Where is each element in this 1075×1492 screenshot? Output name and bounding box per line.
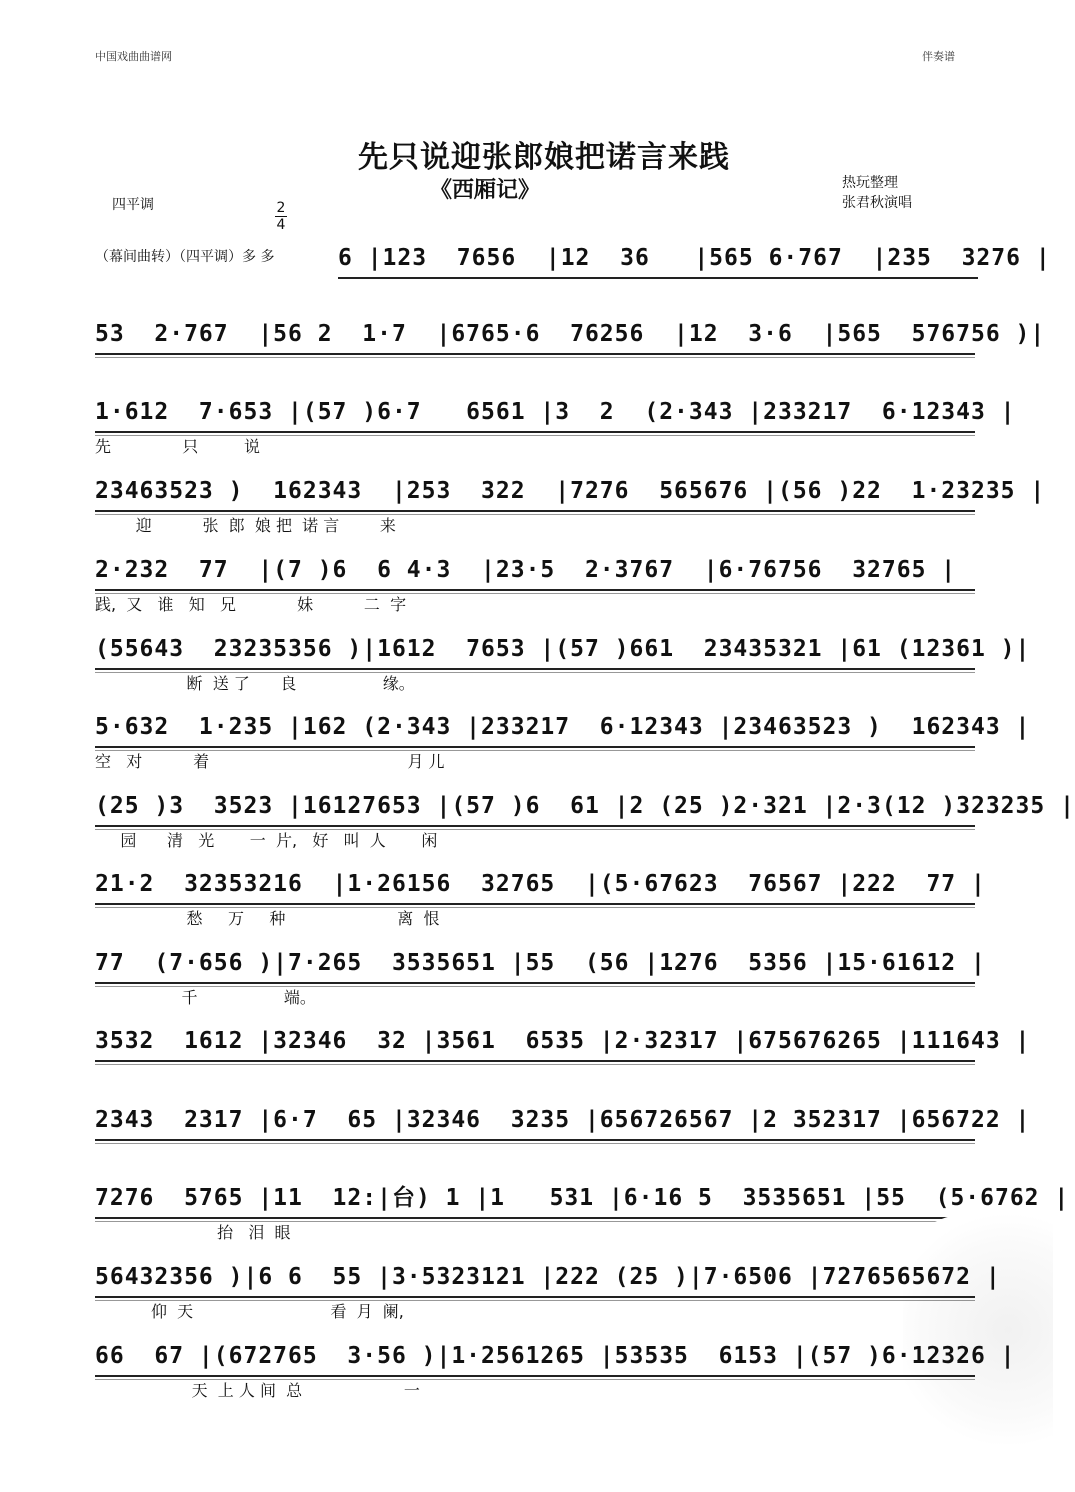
notation-line: 77 (7·656 )|7·265 3535651 |55 (56 |1276 5356 |15·61612 | [95,950,986,976]
notation-line: (25 )3 3523 |16127653 |(57 )6 61 |2 (25 )2·321 |2·3(12 )323235 | [95,793,1075,819]
lyric-line: 愁 万 种 离 恨 [95,909,440,928]
notation-line: 2·232 77 |(7 )6 6 4·3 |23·5 2·3767 |6·76756 32765 | [95,557,957,583]
beam-line [95,353,975,355]
key-label: 四平调 [112,197,154,213]
beam-line [95,1296,975,1298]
lyric-line: 抬 泪 眼 [95,1223,291,1242]
notation-line: 66 67 |(672765 3·56 )|1·2561265 |53535 6153 |(57 )6·12326 | [95,1343,1016,1369]
lyric-line [95,282,975,304]
beam-line [95,1060,975,1062]
beam-line [95,510,975,512]
arranger-credit: 热玩整理 [842,175,898,191]
beam-line [95,982,975,984]
performer-credit: 张君秋演唱 [842,195,912,211]
score-row-7 [0,707,1053,785]
beam-line [95,746,975,748]
page-title: 先只说迎张郎娘把诺言来践 [358,140,730,175]
beam-line [95,903,975,905]
lyric-line: 断 送 了 良 缘。 [95,674,415,693]
time-signature-top: 2 [276,200,286,216]
score-row-10 [0,943,1053,1021]
notation-line: 3532 1612 |32346 32 |3561 6535 |2·32317 |675676265 |111643 | [95,1028,1031,1054]
lyric-line: 践, 又 谁 知 兄 妹 二 字 [95,595,407,614]
notation-line: 23463523 ) 162343 |253 322 |7276 565676 |(56 )22 1·23235 | [95,478,1046,504]
beam-line [95,1139,975,1141]
lyric-line: 千 端。 [95,988,316,1007]
score-row-2 [0,314,1053,392]
beam-line [338,277,978,279]
beam-line [95,431,975,433]
lyric-line [95,1065,975,1087]
notation-line: 5·632 1·235 |162 (2·343 |233217 6·12343 |23463523 ) 162343 | [95,714,1031,740]
site-name: 中国戏曲曲谱网 [95,50,172,63]
notation-line: 7276 5765 |11 12:|台) 1 |1 531 |6·16 5 3535651 |55 (5·6762 | [95,1185,1070,1211]
intro-text: （幕间曲转）（四平调）多 多 [95,249,275,265]
score-row-6 [0,629,1053,707]
lyric-line: 园 清 光 一 片, 好 叫 人 闲 [95,831,438,850]
lyric-line [95,1144,975,1166]
lyric-line: 仰 天 看 月 阑, [95,1302,404,1321]
lyric-line: 迎 张 郎 娘 把 诺 言 来 [95,516,396,535]
sheet-type-label: 伴奏谱 [922,50,955,63]
score-row-1 [0,238,1053,316]
score-row-12 [0,1100,1053,1178]
score-row-14 [0,1257,1053,1335]
score-row-5 [0,550,1053,628]
beam-line [95,825,975,827]
lyric-line: 先 只 说 [95,437,260,456]
beam-line [95,1375,975,1377]
beam-line [95,668,975,670]
score-row-9 [0,864,1053,942]
score-row-3 [0,392,1053,470]
beam-line [95,1217,975,1219]
lyric-line: 天 上 人 间 总 一 [95,1381,420,1400]
beam-line [95,589,975,591]
notation-line: 21·2 32353216 |1·26156 32765 |(5·67623 76567 |222 77 | [95,871,986,897]
notation-line: 6 |123 7656 |12 36 |565 6·767 |235 3276 | [338,245,1051,271]
opera-subtitle: 《西厢记》 [430,178,541,203]
lyric-line: 空 对 着 月 儿 [95,752,445,771]
notation-line: 1·612 7·653 |(57 )6·7 6561 |3 2 (2·343 |233217 6·12343 | [95,399,1016,425]
time-signature [273,200,289,233]
notation-line: (55643 23235356 )|1612 7653 |(57 )661 23435321 |61 (12361 )| [95,636,1031,662]
score-row-15 [0,1336,1053,1414]
score-row-4 [0,471,1053,549]
score-row-8 [0,786,1075,864]
notation-line: 2343 2317 |6·7 65 |32346 3235 |656726567 |2 352317 |656722 | [95,1107,1031,1133]
notation-line: 56432356 )|6 6 55 |3·5323121 |222 (25 )|7·6506 |7276565672 | [95,1264,1001,1290]
time-signature-bottom: 4 [276,217,286,233]
score-row-13 [0,1178,1070,1256]
lyric-line [95,358,975,380]
score-row-11 [0,1021,1053,1099]
notation-line: 53 2·767 |56 2 1·7 |6765·6 76256 |12 3·6 |565 576756 )| [95,321,1046,347]
